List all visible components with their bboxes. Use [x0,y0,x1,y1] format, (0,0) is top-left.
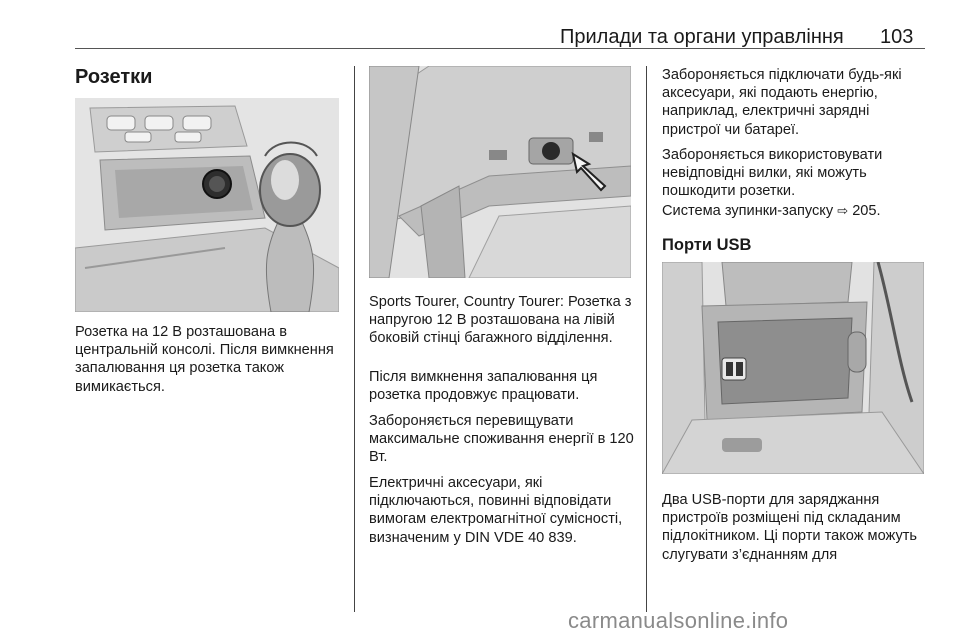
page-number: 103 [880,26,914,48]
stop-start-text: Система зупинки-запуску [662,203,834,219]
header-rule [75,48,925,49]
usb-ports-illustration [662,262,924,474]
page-reference-icon: ⇨ [837,204,849,219]
col1-paragraph: Розетка на 12 В розташована в центральній консолі. Після вимкнення запалювання ця розетка також вимикається. [75,324,334,395]
col2-paragraph-3: Забороняється перевищувати максимальне споживання енергії в 120 Вт. [369,413,634,466]
running-header-title: Прилади та органи управління [560,26,844,48]
usb-heading: Порти USB [662,236,752,254]
watermark: carmanualsonline.info [568,608,789,633]
console-socket-illustration [75,98,339,312]
col2-paragraph-1: Sports Tourer, Country Tourer: Розетка з напругою 12 В розташована на лівій боковій стінці багажного відділення. [369,294,632,347]
section-title: Розетки [75,66,153,88]
col3-paragraph-2: Забороняється використовувати невідповідні вилки, які можуть пошкодити розетки. [662,147,883,200]
column-divider-1 [354,66,355,612]
usb-paragraph: Два USB-порти для заряджання пристроїв розміщені під складаним підлокітником. Ці порти також можуть слугувати з’єднанням для [662,492,918,563]
col2-paragraph-2: Після вимкнення запалювання ця розетка продовжує працювати. [369,369,598,404]
column-divider-2 [646,66,647,612]
page-reference-number: 205. [852,203,881,219]
col3-paragraph-1: Забороняється підключати будь-які аксесуари, які подають енергію, наприклад, електричні зарядні пристрої чи батареї. [662,67,902,138]
col2-paragraph-4: Електричні аксесуари, які підключаються, повинні відповідати вимогам електромагнітної сумісності, визначеним у DIN VDE 40 839. [369,475,623,546]
trunk-socket-illustration [369,66,631,278]
col3-stop-start-reference [662,202,928,221]
